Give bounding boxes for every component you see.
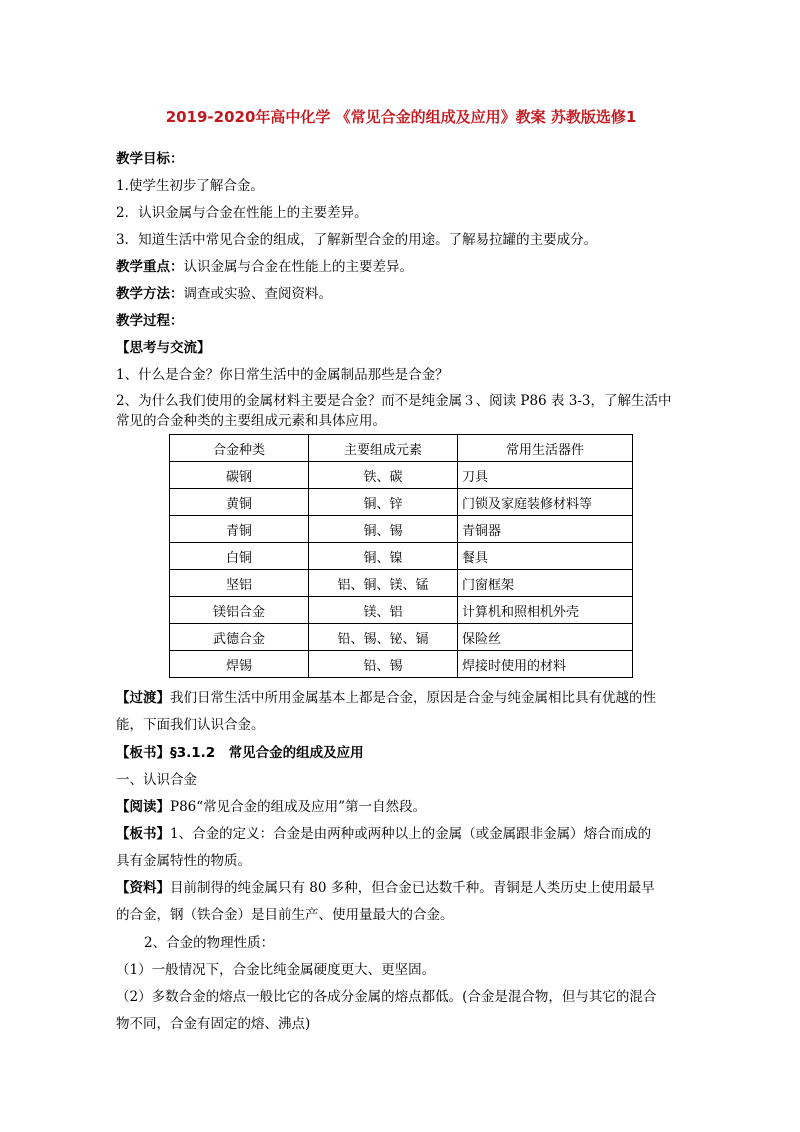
method-text: 调查或实验、查阅资料。 — [183, 286, 332, 302]
transition-line-2: 能，下面我们认识合金。 — [116, 717, 265, 733]
properties-heading: 2、合金的物理性质： — [144, 935, 275, 951]
cell-uses: 门窗框架 — [458, 570, 633, 597]
board-label-2: 【板书】 — [116, 826, 170, 842]
table-row — [170, 597, 633, 624]
goal-1: 1.使学生初步了解合金。 — [116, 178, 264, 194]
cell-uses: 焊接时使用的材料 — [458, 651, 633, 678]
header-common-uses: 常用生活器件 — [458, 435, 633, 462]
transition-label: 【过渡】 — [116, 690, 170, 706]
cell-alloy: 白铜 — [170, 543, 309, 570]
property-2-line-1: （2）多数合金的熔点一般比它的各成分金属的熔点都低。(合金是混合物，但与其它的混合 — [116, 989, 657, 1005]
property-2-line-2: 物不同，合金有固定的熔、沸点) — [116, 1016, 311, 1032]
info-note-line-1 — [116, 879, 655, 897]
board-note-1 — [116, 744, 364, 762]
cell-uses: 餐具 — [458, 543, 633, 570]
section-heading-1: 一、认识合金 — [116, 772, 197, 788]
cell-elements: 铅、锡、铋、镉 — [309, 624, 458, 651]
reading-note — [116, 798, 426, 816]
alloy-table — [169, 434, 633, 678]
cell-elements: 铝、铜、镁、锰 — [309, 570, 458, 597]
cell-alloy: 青铜 — [170, 516, 309, 543]
header-alloy-type: 合金种类 — [170, 435, 309, 462]
goal-3: 3．知道生活中常见合金的组成，了解新型合金的用途。了解易拉罐的主要成分。 — [116, 232, 598, 248]
table-row — [170, 516, 633, 543]
goal-2: 2．认识金属与合金在性能上的主要差异。 — [116, 205, 368, 221]
header-main-elements: 主要组成元素 — [309, 435, 458, 462]
table-row — [170, 624, 633, 651]
transition-line-1 — [116, 689, 656, 707]
table-row — [170, 651, 633, 678]
cell-alloy: 镁铝合金 — [170, 597, 309, 624]
property-1: （1）一般情况下，合金比纯金属硬度更大、更坚固。 — [116, 962, 436, 978]
cell-alloy: 坚铝 — [170, 570, 309, 597]
reading-text: P86“常见合金的组成及应用”第一自然段。 — [170, 799, 427, 815]
cell-elements: 铜、锌 — [309, 489, 458, 516]
board-note-2-line-2: 具有金属特性的物质。 — [116, 853, 251, 869]
process-heading: 教学过程： — [116, 313, 184, 329]
goals-heading: 教学目标： — [116, 151, 184, 167]
info-label: 【资料】 — [116, 880, 170, 896]
table-header-row — [170, 435, 633, 462]
teaching-method — [116, 285, 332, 303]
cell-alloy: 黄铜 — [170, 489, 309, 516]
cell-alloy: 焊锡 — [170, 651, 309, 678]
table-row — [170, 462, 633, 489]
cell-elements: 铅、锡 — [309, 651, 458, 678]
reading-label: 【阅读】 — [116, 799, 170, 815]
table-row — [170, 543, 633, 570]
cell-uses: 刀具 — [458, 462, 633, 489]
cell-uses: 青铜器 — [458, 516, 633, 543]
board-note-2-line-1 — [116, 825, 651, 843]
board-text-1: §3.1.2 常见合金的组成及应用 — [170, 745, 364, 761]
page-title: 2019-2020年高中化学 《常见合金的组成及应用》教案 苏教版选修1 — [165, 108, 637, 126]
info-text: 目前制得的纯金属只有 80 多种，但合金已达数千种。青铜是人类历史上使用最早 — [170, 880, 655, 896]
think-heading: 【思考与交流】 — [116, 340, 211, 356]
cell-elements: 镁、铝 — [309, 597, 458, 624]
question-2-line-1: 2、为什么我们使用的金属材料主要是合金？而不是纯金属３、阅读 P86 表 3-3，了解生活中 — [116, 393, 672, 409]
board-text-2: 1、合金的定义：合金是由两种或两种以上的金属（或金属跟非金属）熔合而成的 — [170, 826, 652, 842]
cell-uses: 门锁及家庭装修材料等 — [458, 489, 633, 516]
table-row — [170, 570, 633, 597]
focus-label: 教学重点： — [116, 259, 184, 275]
board-label-1: 【板书】 — [116, 745, 170, 761]
info-note-line-2: 的合金，钢（铁合金）是目前生产、使用量最大的合金。 — [116, 907, 454, 923]
question-1: 1、什么是合金？你日常生活中的金属制品那些是合金？ — [116, 367, 449, 383]
cell-alloy: 武德合金 — [170, 624, 309, 651]
cell-elements: 铜、镍 — [309, 543, 458, 570]
cell-uses: 保险丝 — [458, 624, 633, 651]
cell-uses: 计算机和照相机外壳 — [458, 597, 633, 624]
cell-elements: 铁、碳 — [309, 462, 458, 489]
method-label: 教学方法： — [116, 286, 184, 302]
question-2-line-2: 常见的合金种类的主要组成元素和具体应用。 — [116, 413, 386, 429]
transition-text: 我们日常生活中所用金属基本上都是合金，原因是合金与纯金属相比具有优越的性 — [170, 690, 656, 706]
table-row — [170, 489, 633, 516]
teaching-focus — [116, 258, 413, 276]
cell-alloy: 碳钢 — [170, 462, 309, 489]
cell-elements: 铜、锡 — [309, 516, 458, 543]
focus-text: 认识金属与合金在性能上的主要差异。 — [183, 259, 413, 275]
